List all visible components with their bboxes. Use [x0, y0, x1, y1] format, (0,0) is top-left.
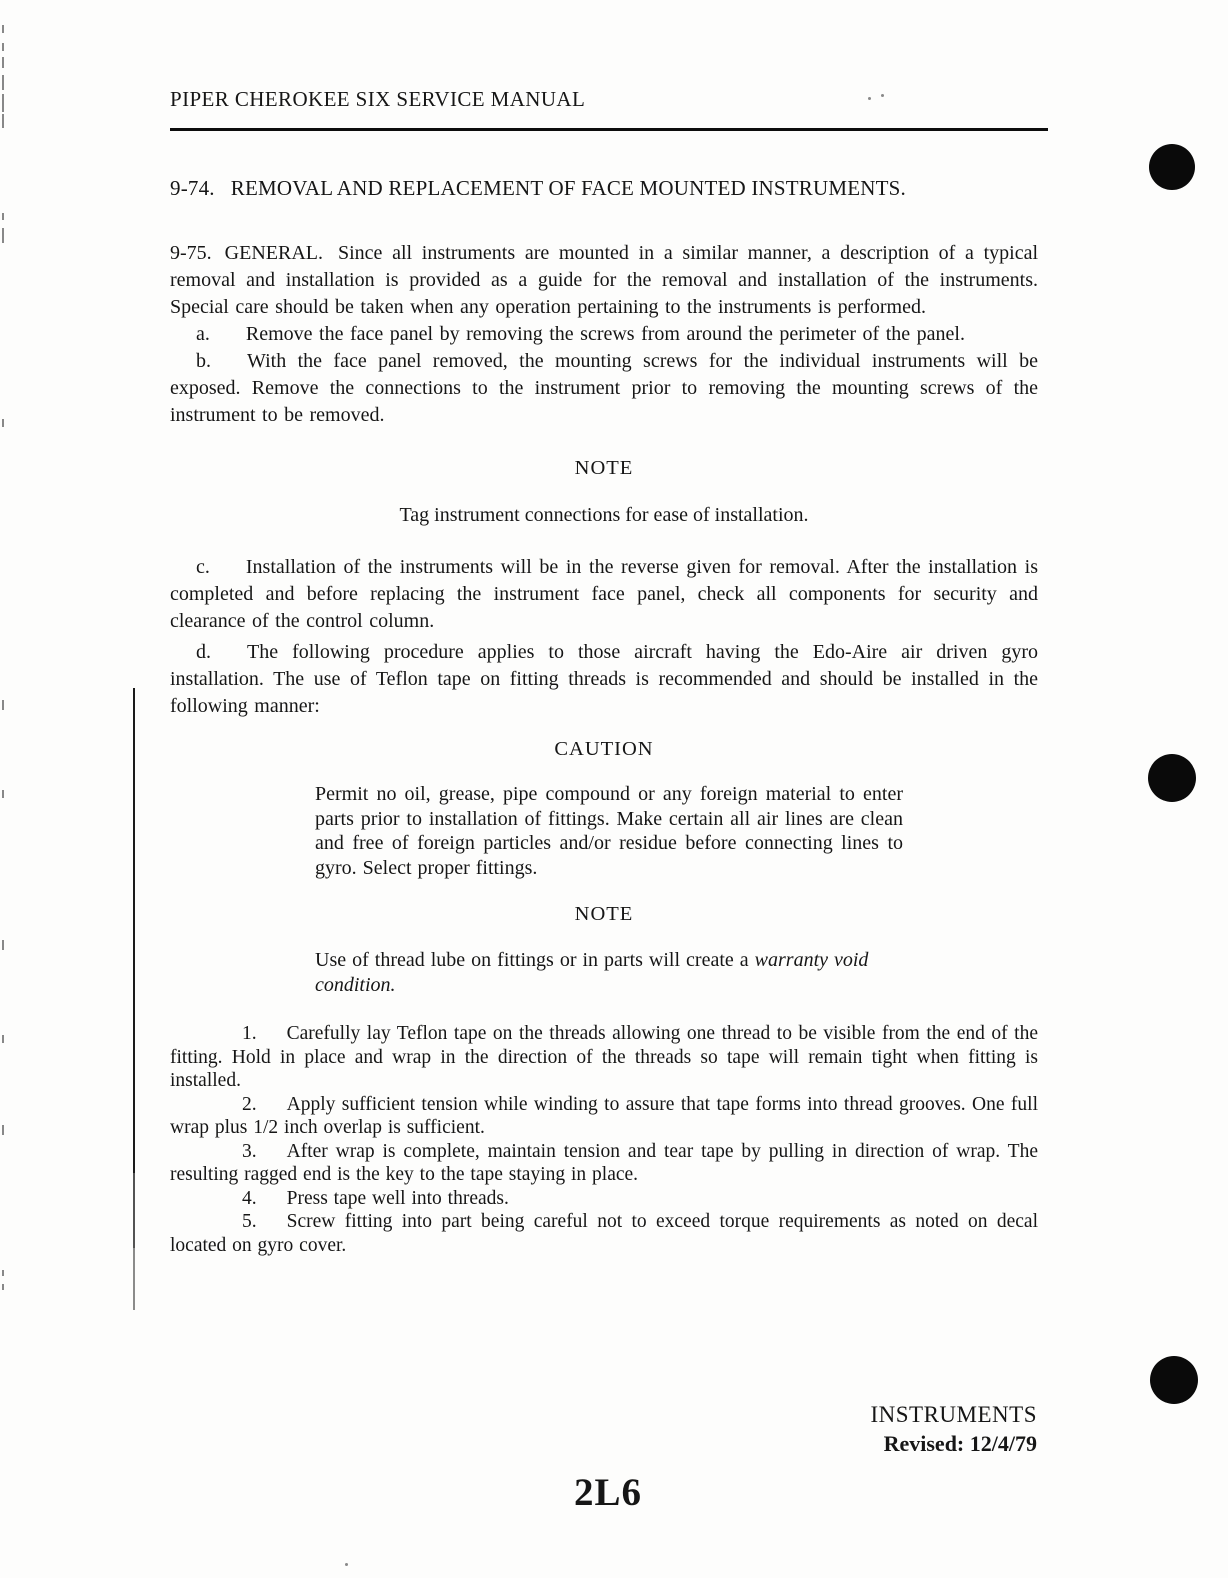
footer-section-label: INSTRUMENTS — [870, 1402, 1037, 1427]
paragraph-text: Since all instruments are mounted in a similar manner, a description of a typical removal and installation is provided as a guide for the removal and installation of the instruments. Special care should be taken when any operation pertaining to the instruments is performed. — [170, 242, 1038, 318]
paragraph-text: The following procedure applies to those aircraft having the Edo-Aire air driven gyro installation. The use of Teflon tape on fitting threads is recommended and should be installed in the following manner: — [170, 641, 1038, 717]
step-label: 2. — [242, 1093, 257, 1115]
step-text: Press tape well into threads. — [286, 1187, 509, 1209]
paragraph-text: Installation of the instruments will be in the reverse given for removal. After the installation is completed and before replacing the instrument face panel, check all components for security and clearance of the control column. — [170, 556, 1038, 632]
paragraph-b — [170, 348, 1038, 429]
paragraph-c — [170, 554, 1038, 635]
step-text: Carefully lay Teflon tape on the threads allowing one thread to be visible from the end of the fitting. Hold in place and wrap in the direction of the threads so tape will remain tight when fitting is installed. — [170, 1023, 1038, 1091]
paragraph-d — [170, 639, 1038, 720]
note-text: Tag instrument connections for ease of installation. — [399, 504, 809, 526]
paragraph-number: 9-75. — [170, 242, 212, 264]
note-text-normal: Use of thread lube on fittings or in parts will create a — [315, 949, 755, 971]
caution-text: Permit no oil, grease, pipe compound or any foreign material to enter parts prior to installation of fittings. Make certain all air lines are clean and free of foreign particles and/or residue before connecting lines to gyro. Select proper fittings. — [315, 783, 903, 879]
paragraph-a — [170, 321, 1038, 348]
binding-hole — [1150, 1356, 1198, 1404]
paragraph-label: d. — [196, 641, 211, 663]
page-header-title: PIPER CHEROKEE SIX SERVICE MANUAL — [170, 87, 586, 111]
step-label: 4. — [242, 1187, 257, 1209]
paragraph-text: With the face panel removed, the mounting screws for the individual instruments will be exposed. Remove the connections to the instrument prior to removing the mounting screws of the instrument to be removed. — [170, 350, 1038, 426]
step-text: After wrap is complete, maintain tension and tear tape by pulling in direction of wrap. The resulting ragged end is the key to the tape staying in place. — [170, 1140, 1038, 1185]
binding-hole — [1149, 144, 1195, 190]
step-label: 5. — [242, 1211, 257, 1232]
note-text — [315, 948, 919, 998]
section-heading — [170, 175, 1038, 201]
step-label: 3. — [242, 1140, 257, 1162]
paragraph-general — [170, 240, 1038, 321]
note-text-italic: warranty void condition. — [315, 949, 869, 996]
page-code: 2L6 — [573, 1471, 642, 1514]
paragraph-text: Remove the face panel by removing the screws from around the perimeter of the panel. — [245, 323, 965, 345]
header-rule — [170, 128, 1048, 131]
step-item-2 — [170, 1093, 1038, 1140]
step-item-1 — [170, 1022, 1038, 1093]
page-footer — [870, 1402, 1037, 1456]
step-text: Apply sufficient tension while winding to assure that tape forms into thread grooves. One full wrap plus 1/2 inch overlap is sufficient. — [170, 1093, 1038, 1138]
caution-heading: CAUTION — [554, 738, 654, 760]
paragraph-title: GENERAL. — [224, 242, 323, 264]
binding-hole — [1148, 754, 1196, 802]
paragraph-label: c. — [196, 556, 210, 578]
paragraph-label: b. — [196, 350, 211, 372]
section-title: REMOVAL AND REPLACEMENT OF FACE MOUNTED INSTRUMENTS. — [230, 176, 907, 200]
step-text: Screw fitting into part being careful not to exceed torque requirements as noted on decal located on gyro cover. — [170, 1211, 1038, 1256]
footer-revised-date: Revised: 12/4/79 — [883, 1431, 1037, 1456]
note-heading: NOTE — [574, 903, 634, 925]
step-item-5 — [170, 1210, 1038, 1257]
step-item-4 — [170, 1187, 1038, 1211]
scan-artifact-speck — [345, 1563, 348, 1566]
note-heading: NOTE — [574, 457, 634, 479]
revision-bar — [133, 688, 135, 1310]
step-label: 1. — [242, 1023, 257, 1044]
step-item-3 — [170, 1140, 1038, 1187]
section-number: 9-74. — [170, 176, 215, 200]
paragraph-label: a. — [196, 323, 210, 345]
page-content — [170, 0, 1038, 1257]
